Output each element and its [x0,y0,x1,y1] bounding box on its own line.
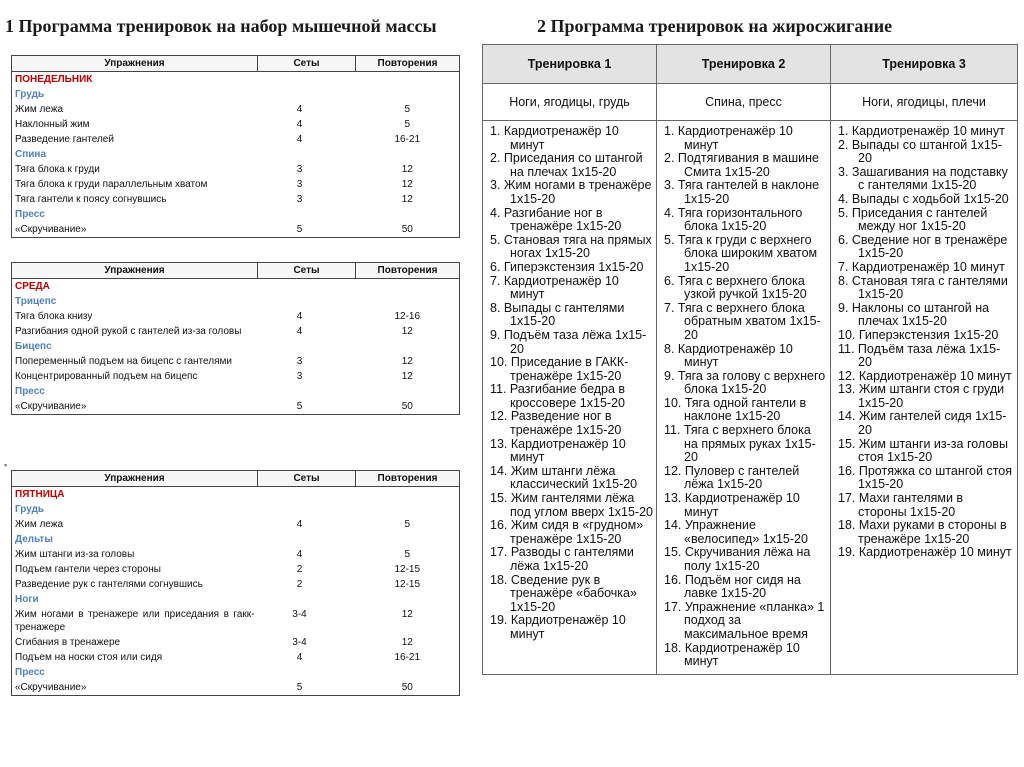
workout-item: 17. Упражнение «планка» 1 подход за максимальное время [664,599,825,641]
exercise-name: Жим ногами в тренажере или приседания в гакк-тренажере [15,609,255,633]
muscle-group-label: Бицепс [15,341,52,352]
day-row [12,72,460,88]
exercise-name: Подъем на носки стоя или сидя [15,652,163,663]
workout-item: 16. Протяжка со штангой стоя 1x15-20 [838,463,1013,492]
day-row [12,279,460,295]
exercise-name: Тяга блока к груди параллельным хватом [15,179,208,190]
sets-value: 4 [296,104,303,115]
workout-item: 10. Приседание в ГАКК-тренажёре 1x15-20 [490,355,629,383]
exercise-name: Сгибания в тренажере [15,637,121,648]
muscle-group-label: Грудь [15,504,45,515]
reps-value [356,147,460,162]
muscle-group-label: Пресс [15,667,45,678]
friday-table [11,470,460,696]
exercise-row [12,354,460,369]
reps-value [356,532,460,547]
reps-value: 12 [401,609,413,620]
day-row [12,487,460,503]
exercise-name: Жим штанги из-за головы [15,549,135,560]
exercise-row [12,517,460,532]
reps-value [356,665,460,680]
workout-item: 1. Кардиотренажёр 10 минут [664,124,793,152]
sets-value: 3 [296,179,303,190]
fat-loss-table [482,44,1018,675]
workout-1-list-cell [483,121,657,675]
exercise-row [12,680,460,696]
workout-item: 15. Скручивания лёжа на полу 1x15-20 [664,545,811,573]
reps-value [356,87,460,102]
workout-item: 3. Зашагивания на подставку с гантелями 1x15-20 [838,164,1008,193]
reps-value [356,72,460,88]
workout-item: 14. Жим гантелей сидя 1x15-20 [838,409,1007,438]
exercise-name: Тяга блока книзу [15,311,93,322]
col-header-exercises: Упражнения [12,263,258,279]
muscle-group-label: Дельты [15,534,53,545]
workout-item: 11. Подъём таза лёжа 1x15-20 [838,341,1001,370]
workout-item: 1. Кардиотренажёр 10 минут [838,124,1005,138]
workout-item: 5. Приседания с гантелей между ног 1x15-20 [838,205,988,234]
workout-item: 8. Кардиотренажёр 10 минут [664,341,793,370]
workout-item: 5. Тяга к груди с верхнего блока широким хватом 1x15-20 [664,232,818,274]
exercise-name: Наклонный жим [15,119,90,130]
muscle-group-label: Ноги [15,594,39,605]
exercise-row [12,309,460,324]
workout-item: 9. Тяга за голову с верхнего блока 1x15-20 [664,368,826,397]
reps-value: 12 [401,356,413,367]
workout-3-list-cell [831,121,1018,675]
sets-value [258,532,356,547]
sets-value: 3 [296,164,303,175]
reps-value: 12-16 [394,311,421,322]
workout-item: 18. Кардиотренажёр 10 минут [664,640,800,669]
exercise-name: Разгибания одной рукой с гантелей из-за головы [15,326,242,337]
sets-value [258,294,356,309]
exercise-name: Концентрированный подъем на бицепс [15,371,198,382]
heading-fat-program: 2 Программа тренировок на жиросжигание [537,16,893,36]
sets-value [258,87,356,102]
workout-item: 12. Разведение ног в тренажёре 1x15-20 [490,409,622,438]
exercise-name: «Скручивание» [15,224,87,235]
exercise-row [12,547,460,562]
reps-value: 12 [401,179,413,190]
exercise-name: Разведение гантелей [15,134,114,145]
sets-value [258,665,356,680]
reps-value [356,294,460,309]
workout-item: 17. Разводы с гантелями лёжа 1x15-20 [490,545,634,573]
wednesday-table [11,262,460,415]
workout-item: 14. Жим штанги лёжа классический 1x15-20 [490,463,638,492]
sets-value: 5 [296,401,303,412]
workout-item: 7. Кардиотренажёр 10 минут [838,259,1005,274]
col-header-reps: Повторения [356,263,460,279]
workout-2-target: Спина, пресс [657,84,831,121]
workout-item: 18. Сведение рук в тренажёре «бабочка» 1x15-20 [490,572,637,614]
sets-value [258,592,356,607]
workout-item: 12. Пуловер с гантелей лёжа 1x15-20 [664,463,800,492]
exercise-row [12,562,460,577]
workout-item: 6. Тяга с верхнего блока узкой ручкой 1x15-20 [664,273,807,302]
muscle-group-row [12,592,460,607]
workout-item: 1. Кардиотренажёр 10 минут [490,124,619,152]
muscle-group-row [12,339,460,354]
muscle-group-row [12,384,460,399]
workout-item: 13. Кардиотренажёр 10 минут [664,491,800,519]
reps-value [356,207,460,222]
sets-value: 2 [296,579,303,590]
reps-value [356,279,460,295]
sets-value [258,384,356,399]
exercise-name: Разведение рук с гантелями согнувшись [15,579,203,590]
reps-value [356,502,460,517]
workout-item: 5. Становая тяга на прямых ногах 1x15-20 [490,232,652,261]
sets-value: 4 [296,549,303,560]
workout-item: 2. Выпады со штангой 1x15-20 [838,137,1002,166]
reps-value: 16-21 [394,134,421,145]
muscle-group-row [12,87,460,102]
workout-3-target: Ноги, ягодицы, плечи [831,84,1018,121]
sets-value [258,487,356,503]
monday-table [11,55,460,238]
workout-item: 11. Разгибание бедра в кроссовере 1x15-20 [490,382,626,410]
exercise-row [12,102,460,117]
reps-value: 50 [401,682,413,693]
workout-item: 16. Подъём ног сидя на лавке 1x15-20 [664,572,801,601]
workout-item: 12. Кардиотренажёр 10 минут [838,368,1012,383]
workout-item: 6. Гиперэкстензия 1x15-20 [490,259,644,274]
day-label: ПЯТНИЦА [15,489,65,500]
day-label: СРЕДА [15,281,50,292]
exercise-name: «Скручивание» [15,401,87,412]
muscle-group-label: Пресс [15,209,45,220]
exercise-name: Тяга блока к груди [15,164,100,175]
workout-item: 4. Тяга горизонтального блока 1x15-20 [664,205,803,234]
workout-item: 18. Махи руками в стороны в тренажёре 1x15-20 [838,518,1007,546]
sets-value: 5 [296,682,303,693]
muscle-group-row [12,207,460,222]
col-header-sets: Сеты [258,56,356,72]
reps-value: 5 [404,519,411,530]
workout-item: 15. Жим гантелями лёжа под углом вверх 1x15-20 [490,491,653,519]
muscle-group-row [12,502,460,517]
reps-value [356,384,460,399]
sets-value [258,502,356,517]
sets-value: 3-4 [292,609,307,620]
workout-item: 15. Жим штанги из-за головы стоя 1x15-20 [838,436,1008,465]
reps-value [356,487,460,503]
workout-item: 2. Подтягивания в машине Смита 1x15-20 [664,151,819,179]
exercise-name: Жим лежа [15,519,64,530]
muscle-group-label: Трицепс [15,296,57,307]
muscle-group-label: Грудь [15,89,45,100]
workout-item: 13. Жим штанги стоя с груди 1x15-20 [838,382,1005,410]
col-header-exercises: Упражнения [12,471,258,487]
exercise-row [12,162,460,177]
sets-value [258,147,356,162]
stray-mark: ▪ [4,460,8,470]
workout-1-title: Тренировка 1 [483,45,657,84]
reps-value [356,592,460,607]
col-header-exercises: Упражнения [12,56,258,72]
exercise-row [12,650,460,665]
muscle-group-row [12,665,460,680]
sets-value: 2 [296,564,303,575]
sets-value: 4 [296,652,303,663]
sets-value [258,279,356,295]
reps-value: 12-15 [394,564,421,575]
sets-value: 3-4 [292,637,307,648]
reps-value: 50 [401,401,413,412]
workout-item: 4. Разгибание ног в тренажёре 1x15-20 [490,205,622,234]
muscle-group-row [12,532,460,547]
col-header-sets: Сеты [258,263,356,279]
sets-value: 4 [296,326,303,337]
heading-mass-program: 1 Программа тренировок на набор мышечной массы [5,16,437,36]
exercise-row [12,192,460,207]
workout-3-title: Тренировка 3 [831,45,1018,84]
exercise-row [12,222,460,238]
day-label: ПОНЕДЕЛЬНИК [15,74,93,85]
reps-value [356,339,460,354]
workout-item: 3. Жим ногами в тренажёре 1x15-20 [490,178,652,206]
sets-value: 4 [296,119,303,130]
exercise-row [12,369,460,384]
workout-2-list-cell [657,121,831,675]
reps-value: 12 [401,637,413,648]
sets-value: 3 [296,356,303,367]
workout-item: 17. Махи гантелями в стороны 1x15-20 [838,491,964,519]
workout-3-list [832,122,1016,564]
reps-value: 12 [401,164,413,175]
workout-1-list [484,122,655,646]
exercise-name: Жим лежа [15,104,64,115]
reps-value: 16-21 [394,652,421,663]
exercise-row [12,132,460,147]
reps-value: 12 [401,194,413,205]
exercise-row [12,399,460,415]
workout-item: 19. Кардиотренажёр 10 минут [490,613,626,641]
exercise-name: «Скручивание» [15,682,87,693]
muscle-group-label: Пресс [15,386,45,397]
workout-item: 8. Выпады с гантелями 1x15-20 [490,300,625,329]
workout-item: 10. Гиперэкстензия 1x15-20 [838,327,999,342]
exercise-row [12,324,460,339]
workout-2-list [658,122,829,673]
sets-value: 4 [296,134,303,145]
exercise-row [12,117,460,132]
exercise-name: Попеременный подъем на бицепс с гантелями [15,356,232,367]
muscle-group-row [12,294,460,309]
workout-item: 7. Кардиотренажёр 10 минут [490,273,619,302]
exercise-row [12,577,460,592]
workout-item: 16. Жим сидя в «грудном» тренажёре 1x15-20 [490,518,644,546]
workout-item: 3. Тяга гантелей в наклоне 1x15-20 [664,178,820,206]
exercise-name: Тяга гантели к поясу согнувшись [15,194,167,205]
reps-value: 5 [404,549,411,560]
workout-item: 6. Сведение ног в тренажёре 1x15-20 [838,232,1008,261]
sets-value [258,72,356,88]
workout-2-title: Тренировка 2 [657,45,831,84]
workout-item: 4. Выпады с ходьбой 1x15-20 [838,191,1009,206]
workout-item: 19. Кардиотренажёр 10 минут [838,545,1012,560]
workout-item: 11. Тяга с верхнего блока на прямых руках 1x15-20 [664,423,816,465]
reps-value: 5 [404,104,411,115]
reps-value: 5 [404,119,411,130]
muscle-group-row [12,147,460,162]
exercise-row [12,177,460,192]
sets-value [258,207,356,222]
sets-value: 3 [296,194,303,205]
reps-value: 12-15 [394,579,421,590]
exercise-name: Подъем гантели через стороны [15,564,161,575]
workout-item: 10. Тяга одной гантели в наклоне 1x15-20 [664,395,807,424]
exercise-row [12,607,460,635]
workout-item: 2. Приседания со штангой на плечах 1x15-20 [490,151,643,179]
sets-value: 5 [296,224,303,235]
col-header-reps: Повторения [356,471,460,487]
workout-item: 14. Упражнение «велосипед» 1x15-20 [664,518,808,546]
sets-value: 4 [296,519,303,530]
workout-1-target: Ноги, ягодицы, грудь [483,84,657,121]
reps-value: 12 [401,326,413,337]
exercise-row [12,635,460,650]
sets-value: 4 [296,311,303,322]
col-header-reps: Повторения [356,56,460,72]
workout-item: 9. Подъём таза лёжа 1x15-20 [490,327,647,356]
reps-value: 12 [401,371,413,382]
sets-value: 3 [296,371,303,382]
muscle-group-label: Спина [15,149,47,160]
sets-value [258,339,356,354]
reps-value: 50 [401,224,413,235]
workout-item: 8. Становая тяга с гантелями 1x15-20 [838,273,1008,302]
workout-item: 7. Тяга с верхнего блока обратным хватом 1x15-20 [664,300,821,342]
col-header-sets: Сеты [258,471,356,487]
workout-item: 9. Наклоны со штангой на плечах 1x15-20 [838,300,990,329]
workout-item: 13. Кардиотренажёр 10 минут [490,436,626,465]
